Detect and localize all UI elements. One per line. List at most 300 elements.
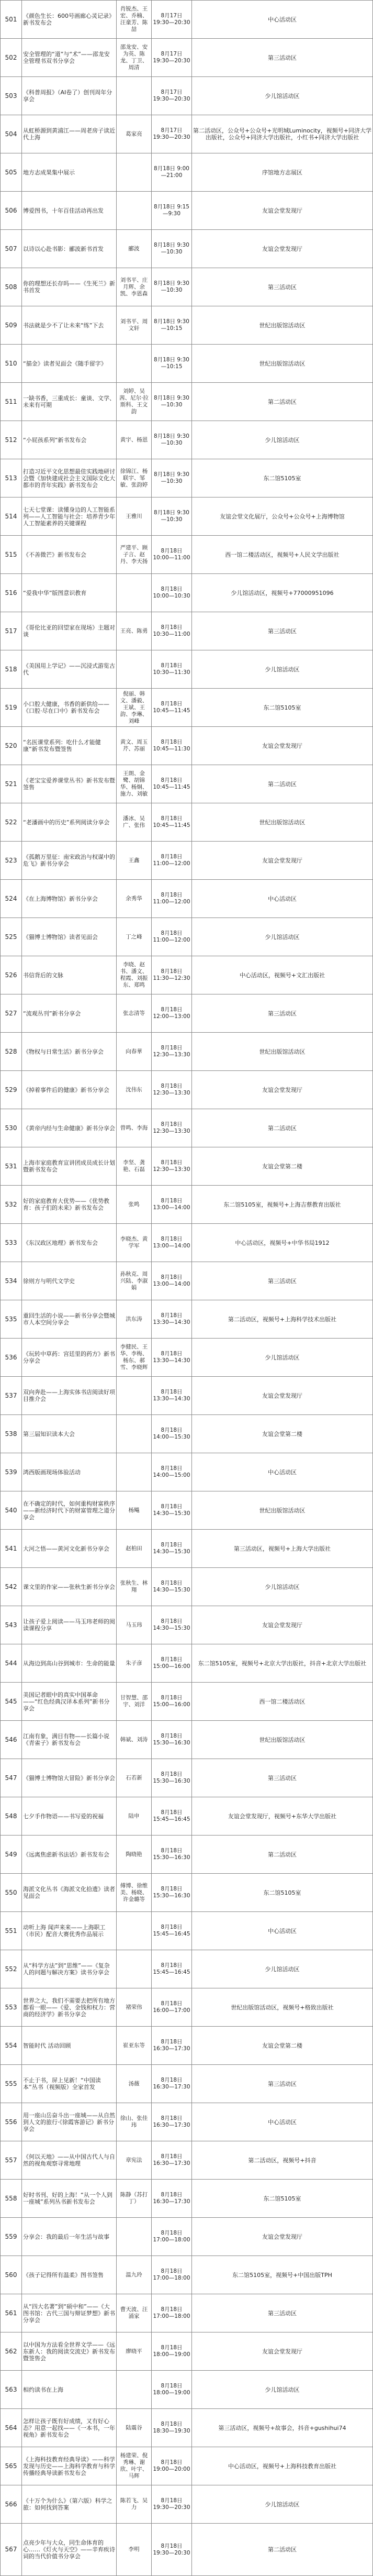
event-speaker: 徐山、张佳玮 — [117, 2103, 152, 2141]
event-speaker: 张鸣 — [117, 1186, 152, 1224]
event-venue: 友谊会堂发现厅，视频号+东华大学出版社 — [192, 1797, 373, 1836]
event-venue: 少儿馆活动区 — [192, 2371, 373, 2409]
event-title: 《猫博士博物馆大冒险》新书分享会 — [22, 1759, 117, 1797]
schedule-row — [1, 1530, 373, 1568]
event-time: 8月18日 9:30—10:15 — [152, 306, 192, 345]
event-venue: 少儿馆活动区 — [192, 650, 373, 689]
event-speaker: 李健民、王华、李梅、杨东、郝雪、李晓辉 — [117, 1339, 152, 1377]
event-time: 8月18日 15:30—16:30 — [152, 1836, 192, 1874]
schedule-row — [1, 421, 373, 459]
schedule-row — [1, 345, 373, 383]
event-number: 555 — [1, 2065, 22, 2103]
schedule-row — [1, 230, 373, 268]
event-speaker: 汤薇 — [117, 2065, 152, 2103]
event-title: 上海市家庭教育宣讲团成员成长计划暨新书发布会 — [22, 1147, 117, 1186]
event-time: 8月18日 19:30—20:30 — [152, 2485, 192, 2524]
event-speaker: 郦波 — [117, 230, 152, 268]
event-venue: 中心活动区，视频号+中华书局1912 — [192, 1224, 373, 1262]
event-venue: 友谊会堂发现厅 — [192, 1606, 373, 1644]
event-speaker — [117, 345, 152, 383]
event-venue: 第二活动区 — [192, 383, 373, 421]
event-title: 相约读书在上海 — [22, 2371, 117, 2409]
event-venue: 序馆地方志展区 — [192, 153, 373, 192]
event-number: 567 — [1, 2524, 22, 2576]
event-venue: 少儿馆活动区 — [192, 1950, 373, 1988]
event-speaker — [117, 2218, 152, 2256]
event-time: 8月18日 9:30—10:30 — [152, 421, 192, 459]
schedule-row — [1, 1071, 373, 1109]
schedule-row — [1, 1950, 373, 1988]
event-number: 501 — [1, 1, 22, 39]
event-title: 第三届知识读本大会 — [22, 1415, 117, 1453]
event-title: 《孩子记得所有温柔》图书签售 — [22, 2256, 117, 2294]
event-venue: 东二馆5105室 — [192, 2180, 373, 2218]
event-time: 8月18日 9:15—9:30 — [152, 192, 192, 230]
schedule-row — [1, 306, 373, 345]
event-title: 地方志成果集中展示 — [22, 153, 117, 192]
event-speaker: 陆震谷 — [117, 2409, 152, 2447]
event-venue: 第三活动区，视频号+上海大学出版社 — [192, 1530, 373, 1568]
event-venue: 少儿馆活动区 — [192, 918, 373, 956]
event-speaker: 刘婷、吴茜、尼尔·拉斯科、王文韵 — [117, 383, 152, 421]
schedule-body — [1, 1, 373, 2576]
event-speaker: 邵龙安、安为英、陈龙、丁卫、周清 — [117, 39, 152, 77]
event-speaker: 向春華 — [117, 1033, 152, 1071]
schedule-row — [1, 1186, 373, 1224]
event-number: 512 — [1, 421, 22, 459]
event-venue: 第二活动区，视频号+抖音 — [192, 2141, 373, 2180]
event-speaker: 李明 — [117, 2524, 152, 2576]
event-speaker: 赵柏田 — [117, 1530, 152, 1568]
event-speaker: 陈若飞、吴力 — [117, 2485, 152, 2524]
event-time: 8月18日 14:00—15:00 — [152, 1453, 192, 1491]
event-title: 《物权与日常生活》新书分享会 — [22, 1033, 117, 1071]
event-time: 8月18日 12:30—13:30 — [152, 1109, 192, 1147]
event-number: 529 — [1, 1071, 22, 1109]
event-speaker: 李晓、赵书、潘文、程霞、刘振东、郑鸣 — [117, 956, 152, 994]
event-title: 动听上海 闻声来来——上海职工（市民）配音大赛优秀作品展示 — [22, 1912, 117, 1950]
schedule-row — [1, 1568, 373, 1606]
event-time: 8月18日 13:00—14:00 — [152, 1186, 192, 1224]
schedule-row — [1, 2485, 373, 2524]
event-number: 566 — [1, 2485, 22, 2524]
event-venue: 东二馆5105室，视频号+北京大学出版社，抖音+北京大学出版社 — [192, 1644, 373, 1683]
schedule-row — [1, 268, 373, 306]
event-number: 527 — [1, 994, 22, 1033]
event-number: 560 — [1, 2256, 22, 2294]
event-title: 七夕手作物语——书写爱的祝福 — [22, 1797, 117, 1836]
event-speaker: 王鑫 — [117, 842, 152, 880]
event-title: 海派文化丛书《海派文化拾遗》读者见面会 — [22, 1874, 117, 1912]
event-time: 8月18日 15:30—16:30 — [152, 1874, 192, 1912]
event-venue: 东二馆5105室，视频号+上海吉蔡教育出版社 — [192, 1186, 373, 1224]
schedule-row — [1, 1415, 373, 1453]
event-time: 8月18日 15:30—16:30 — [152, 1759, 192, 1797]
schedule-row — [1, 689, 373, 727]
event-venue: 第二活动区 — [192, 1836, 373, 1874]
event-speaker — [117, 1912, 152, 1950]
event-title: “描金》读者见面会《随手留字》 — [22, 345, 117, 383]
schedule-row — [1, 1491, 373, 1530]
event-title: 《孤鹅万里征：南宋政治与权谋中的危飞》新书分享会 — [22, 842, 117, 880]
event-speaker — [117, 1415, 152, 1453]
event-speaker: 傅博、徐维美、杨晓、许金璐等 — [117, 1874, 152, 1912]
event-speaker: 杨飚 — [117, 1491, 152, 1530]
event-venue: 第二活动区 — [192, 1109, 373, 1147]
event-venue: 中心活动区 — [192, 1, 373, 39]
schedule-row — [1, 1759, 373, 1797]
event-venue: 第三活动区 — [192, 612, 373, 650]
event-speaker: 陈静（苏打丁） — [117, 2180, 152, 2218]
event-time: 8月18日 18:00—19:00 — [152, 2371, 192, 2409]
event-title: 七天七堂课：读懂身边的人工智能系列——人工智能与社会：培养青少年人工智能素养的关键课程 — [22, 497, 117, 536]
event-time: 8月18日 10:45—11:45 — [152, 765, 192, 803]
event-venue: 第二活动区 — [192, 765, 373, 803]
event-number: 535 — [1, 1300, 22, 1339]
event-time: 8月18日 16:30—17:30 — [152, 2141, 192, 2180]
event-time: 8月18日 12:30—13:30 — [152, 1033, 192, 1071]
event-number: 544 — [1, 1644, 22, 1683]
event-number: 519 — [1, 689, 22, 727]
event-title: 一缺书香，三重成长：童谈、文学、未来有可期 — [22, 383, 117, 421]
event-venue: 世纪出版馆活动区 — [192, 1721, 373, 1759]
schedule-row — [1, 1683, 373, 1721]
event-speaker: 倪丽、韩文、潘毅、王斌、王韵、李琳、刘峰 — [117, 689, 152, 727]
event-speaker: 甘智慧、邵宇、刘洋 — [117, 1683, 152, 1721]
event-number: 552 — [1, 1950, 22, 1988]
event-venue: 第二活动区，公众号+公众号+光明城Luminocity，视频号+同济大学出版社，公众号+同济大学出版社，小红书+同济大学出版社 — [192, 115, 373, 153]
event-time: 8月18日 15:00—16:00 — [152, 1683, 192, 1721]
event-number: 550 — [1, 1874, 22, 1912]
event-venue: 少儿馆活动区 — [192, 2485, 373, 2524]
event-venue: 友谊会堂发现厅 — [192, 2332, 373, 2371]
event-title: 徐则方与明代文学史 — [22, 1262, 117, 1300]
event-time: 8月18日 17:00—18:00 — [152, 2294, 192, 2332]
event-speaker: 黄文、周玉芹、苏丽 — [117, 727, 152, 765]
schedule-row — [1, 2409, 373, 2447]
event-number: 524 — [1, 880, 22, 918]
event-time: 8月18日 9:00—21:00 — [152, 153, 192, 192]
event-time: 8月18日 10:45—11:45 — [152, 689, 192, 727]
event-venue: 中心活动区 — [192, 2103, 373, 2141]
schedule-row — [1, 383, 373, 421]
event-speaker: 杨建荣、倪秀琳、谢欣、叶宇、马辉 — [117, 2447, 152, 2485]
event-title: 《不善微芒》新书发布会 — [22, 536, 117, 574]
event-number: 502 — [1, 39, 22, 77]
event-time: 8月18日 16:00—17:00 — [152, 1988, 192, 2027]
event-time: 8月18日 18:30—19:30 — [152, 2409, 192, 2447]
event-time: 8月18日 11:00—12:00 — [152, 842, 192, 880]
schedule-row — [1, 2103, 373, 2141]
event-number: 514 — [1, 497, 22, 536]
event-title: 课文里的作家——张秋生新书分享会 — [22, 1568, 117, 1606]
event-time: 8月18日 12:00—13:00 — [152, 994, 192, 1033]
event-time: 8月18日 13:30—14:30 — [152, 1339, 192, 1377]
event-title: 让孩子爱上阅读——马玉玮老师的阅读课程分享 — [22, 1606, 117, 1644]
event-number: 536 — [1, 1339, 22, 1377]
event-number: 539 — [1, 1453, 22, 1491]
schedule-row — [1, 1721, 373, 1759]
event-time: 8月18日 10:00—11:00 — [152, 536, 192, 574]
event-time: 8月17日 19:30—20:30 — [152, 115, 192, 153]
event-number: 522 — [1, 803, 22, 842]
event-speaker: 徐锦江、杨联宇、邹敏、张韵婷 — [117, 459, 152, 497]
event-title: 好时书刊、好的上海！“从一个人到一座城”系列丛书新书发布会 — [22, 2180, 117, 2218]
event-time: 8月18日 13:30—14:30 — [152, 1300, 192, 1339]
event-time: 8月18日 14:30—15:30 — [152, 1606, 192, 1644]
schedule-row — [1, 2218, 373, 2256]
event-time: 8月18日 10:45—11:30 — [152, 727, 192, 765]
event-time: 8月18日 19:30—20:30 — [152, 2524, 192, 2576]
event-title: 《玩转中草药：宫廷里的药方》新书分享会 — [22, 1339, 117, 1377]
schedule-row — [1, 727, 373, 765]
event-number: 543 — [1, 1606, 22, 1644]
event-title: “名医课堂系列：吃什么才能健康”新书发布暨签售 — [22, 727, 117, 765]
event-title: 双向奔赴——上海实体书店阅读好项目推介会 — [22, 1377, 117, 1415]
event-title: 以诗以心赴书影：郦波新书首发 — [22, 230, 117, 268]
event-speaker: 刘书平、庄月辉、余凯、李恩森 — [117, 268, 152, 306]
event-number: 531 — [1, 1147, 22, 1186]
event-speaker: 沈伟东 — [117, 1071, 152, 1109]
event-venue: 第三活动区 — [192, 1262, 373, 1300]
event-venue: 第三活动区，视频号+故事会，抖音+gushihui74 — [192, 2409, 373, 2447]
event-venue: 中心活动区，视频号+文汇出版社 — [192, 956, 373, 994]
event-title: 安全管理的“道”与“术”——邵龙安全管理书双书分享会 — [22, 39, 117, 77]
event-number: 511 — [1, 383, 22, 421]
schedule-row — [1, 1836, 373, 1874]
schedule-row — [1, 2294, 373, 2332]
event-number: 561 — [1, 2294, 22, 2332]
event-number: 534 — [1, 1262, 22, 1300]
event-speaker: 孙秋克、周兴陆、李淑娟 — [117, 1262, 152, 1300]
event-venue: 第三活动区 — [192, 2065, 373, 2103]
event-speaker: 曾鸣、李海 — [117, 1109, 152, 1147]
schedule-row — [1, 459, 373, 497]
event-speaker — [117, 2371, 152, 2409]
event-venue: 第二活动区 — [192, 2524, 373, 2576]
event-time: 8月18日 11:30—12:30 — [152, 956, 192, 994]
event-venue: 友谊会堂第二楼 — [192, 2027, 373, 2065]
event-title: 美国记者眼中的真实中国革命——“红色经典汉译本系列”新书分享会 — [22, 1683, 117, 1721]
event-time: 8月18日 11:00—12:00 — [152, 918, 192, 956]
schedule-row — [1, 2524, 373, 2576]
event-speaker — [117, 153, 152, 192]
schedule-row — [1, 2371, 373, 2409]
event-speaker: 刘书平、周文轩 — [117, 306, 152, 345]
event-venue: 少儿馆活动区 — [192, 77, 373, 115]
event-title: 不止于书，屏上见新！“中国读本”丛书（视频版）全家首发 — [22, 2065, 117, 2103]
event-title: 《十万个为什么》（第六版）科学之旅：如何找到答案 — [22, 2485, 117, 2524]
event-venue: 第三活动区 — [192, 1759, 373, 1797]
event-title: 江南有象，满目有物——长篇小说《青雀子》新书发布会 — [22, 1721, 117, 1759]
event-title: 从虹桥源到黄浦江——周老房子读近代上海 — [22, 115, 117, 153]
event-venue: 世纪出版馆活动区 — [192, 1033, 373, 1071]
event-venue: 世纪出版馆活动区 — [192, 803, 373, 842]
event-time: 8月18日 10:45—11:45 — [152, 803, 192, 842]
schedule-row — [1, 536, 373, 574]
event-title: 书法就是少不了让未来“练”下去 — [22, 306, 117, 345]
event-number: 509 — [1, 306, 22, 345]
schedule-row — [1, 192, 373, 230]
event-number: 553 — [1, 1988, 22, 2027]
event-speaker: 章宪法 — [117, 2141, 152, 2180]
event-speaker: 崔亚东等 — [117, 2027, 152, 2065]
event-speaker: 陆申 — [117, 1797, 152, 1836]
event-title: 分享会：我的最后一年生活与故事 — [22, 2218, 117, 2256]
event-speaker: 张志清等 — [117, 994, 152, 1033]
event-number: 542 — [1, 1568, 22, 1606]
event-title: 《哥伦比亚的回望家在现场》主题对谈 — [22, 612, 117, 650]
event-time: 8月18日 14:00—15:30 — [152, 1415, 192, 1453]
event-speaker: 韩斌、刘涛 — [117, 1721, 152, 1759]
event-time: 8月18日 10:00—10:30 — [152, 574, 192, 612]
event-time: 8月18日 13:00—14:00 — [152, 1262, 192, 1300]
event-venue: 友谊会堂第二楼 — [192, 1415, 373, 1453]
event-speaker: 李晓杰、黄学军 — [117, 1224, 152, 1262]
event-number: 538 — [1, 1415, 22, 1453]
schedule-row — [1, 1912, 373, 1950]
schedule-row — [1, 1606, 373, 1644]
schedule-row — [1, 956, 373, 994]
event-speaker: 王亮、陈勇 — [117, 612, 152, 650]
event-speaker: 曹天波、汪涌家 — [117, 2294, 152, 2332]
event-time: 8月18日 16:30—17:30 — [152, 2180, 192, 2218]
event-number: 520 — [1, 727, 22, 765]
event-number: 513 — [1, 459, 22, 497]
event-speaker: 严建平、顾子言、赵丹、李天扬 — [117, 536, 152, 574]
event-number: 510 — [1, 345, 22, 383]
event-venue: 西一馆二楼活动区，视频号+人民文学出版社 — [192, 536, 373, 574]
event-title: 《科普周报》（AI卷了）创刊周年分享会 — [22, 77, 117, 115]
event-title: 以中国为方法看全世界文学——《远东新人：我的阅读交流史》新书发布暨签售会 — [22, 2332, 117, 2371]
event-speaker: 陶晓艳 — [117, 1836, 152, 1874]
event-number: 559 — [1, 2218, 22, 2256]
event-speaker: 肖锐杰、王宏、乔楠、汪童芳、陈喆 — [117, 1, 152, 39]
event-venue: 中心活动区，视频号+上海科技教育出版社 — [192, 2447, 373, 2485]
event-venue: 少儿馆活动区 — [192, 1568, 373, 1606]
event-time: 8月17日 19:30—20:30 — [152, 39, 192, 77]
event-title: 《东汉政区地理》新书发布会 — [22, 1224, 117, 1262]
event-title: 智能时代 活动回顾 — [22, 2027, 117, 2065]
schedule-row — [1, 1109, 373, 1147]
schedule-row — [1, 1300, 373, 1339]
event-venue: 友谊会堂发现厅 — [192, 1377, 373, 1415]
schedule-row — [1, 1377, 373, 1415]
event-time: 8月17日 19:30—20:30 — [152, 77, 192, 115]
schedule-row — [1, 1224, 373, 1262]
event-speaker — [117, 192, 152, 230]
schedule-row — [1, 1988, 373, 2027]
event-number: 508 — [1, 268, 22, 306]
event-speaker: 丁之峰 — [117, 918, 152, 956]
event-time: 8月18日 10:30—11:00 — [152, 612, 192, 650]
event-venue: 少儿馆活动区 — [192, 421, 373, 459]
event-speaker: 洪东涛 — [117, 1300, 152, 1339]
event-venue: 中心活动区 — [192, 1453, 373, 1491]
event-number: 518 — [1, 650, 22, 689]
event-venue: 少儿馆活动区 — [192, 1339, 373, 1377]
event-number: 558 — [1, 2180, 22, 2218]
schedule-row — [1, 1644, 373, 1683]
event-time: 8月18日 14:30—15:30 — [152, 1568, 192, 1606]
event-title: 从“科学方法”到“思维”——《复杂人的问题与解决方案》读书分享会 — [22, 1950, 117, 1988]
event-time: 8月18日 9:30—10:30 — [152, 230, 192, 268]
event-title: 《上海科技教育经典导读》——科学发现与历史——上海科学教育与科学传播经典导读新书发布会 — [22, 2447, 117, 2485]
event-venue: 中心活动区 — [192, 1912, 373, 1950]
event-number: 523 — [1, 842, 22, 880]
event-title: 《何以天地》——从中国古代人与自然的视角观察寻常地理 — [22, 2141, 117, 2180]
event-time: 8月18日 18:00—19:00 — [152, 2332, 192, 2371]
event-venue: 友谊会堂发现厅 — [192, 1071, 373, 1109]
event-speaker: 褚荣伟 — [117, 1988, 152, 2027]
event-speaker — [117, 574, 152, 612]
event-number: 541 — [1, 1530, 22, 1568]
event-speaker: 石若新 — [117, 1759, 152, 1797]
event-time: 8月18日 9:30—10:30 — [152, 383, 192, 421]
event-time: 8月18日 16:30—17:30 — [152, 2103, 192, 2141]
event-number: 521 — [1, 765, 22, 803]
schedule-row — [1, 765, 373, 803]
event-title: 小口腔大健康，书香的新供给——《口腔·尽在口中》新书发布会 — [22, 689, 117, 727]
event-title: 《颜色生长：600号画廊心灵记录》新书发布会 — [22, 1, 117, 39]
schedule-row — [1, 2141, 373, 2180]
event-title: 大河之悟——黄河文化新书分享会 — [22, 1530, 117, 1568]
event-speaker: 王雅川 — [117, 497, 152, 536]
event-speaker — [117, 1950, 152, 1988]
event-title: 书信背后的文脉 — [22, 956, 117, 994]
schedule-row — [1, 2256, 373, 2294]
event-time: 8月18日 15:30—16:30 — [152, 1721, 192, 1759]
event-number: 548 — [1, 1797, 22, 1836]
schedule-row — [1, 2180, 373, 2218]
event-time: 8月18日 15:45—16:45 — [152, 1950, 192, 1988]
schedule-row — [1, 803, 373, 842]
event-venue: 世纪出版馆活动区，视频号+格致出版社 — [192, 1988, 373, 2027]
event-time: 8月18日 9:30—10:15 — [152, 345, 192, 383]
event-speaker: 葛家亮 — [117, 115, 152, 153]
schedule-row — [1, 153, 373, 192]
schedule-row — [1, 1262, 373, 1300]
event-venue: 世纪出版馆活动区 — [192, 1491, 373, 1530]
event-title: 点亮少年与大众，同生命体育的心……《灯火与天空》——辛弃疾诗词的当代价值书分享会 — [22, 2524, 117, 2576]
event-number: 565 — [1, 2447, 22, 2485]
event-number: 540 — [1, 1491, 22, 1530]
event-number: 516 — [1, 574, 22, 612]
event-speaker: 王朗、金鹭、胡锦华、杨炯、施力、刘敏 — [117, 765, 152, 803]
event-venue: 少儿馆活动区，视频号+77000951096 — [192, 574, 373, 612]
event-title: 《远离焦虑新书法话》新书发布会 — [22, 1836, 117, 1874]
event-number: 537 — [1, 1377, 22, 1415]
event-venue: 第三活动区 — [192, 268, 373, 306]
event-title: 鸿西版画现场体验活动 — [22, 1453, 117, 1491]
event-speaker: 余秀华 — [117, 880, 152, 918]
event-time: 8月18日 12:30—13:30 — [152, 1071, 192, 1109]
event-title: 从海边到高山谷到城市：生命的能量 — [22, 1644, 117, 1683]
schedule-row — [1, 1874, 373, 1912]
schedule-row — [1, 880, 373, 918]
event-number: 517 — [1, 612, 22, 650]
schedule-row — [1, 77, 373, 115]
event-number: 528 — [1, 1033, 22, 1071]
event-number: 547 — [1, 1759, 22, 1797]
event-venue: 第三活动区 — [192, 994, 373, 1033]
schedule-row — [1, 1033, 373, 1071]
event-speaker: 黄宇、杨恩 — [117, 421, 152, 459]
schedule-row — [1, 574, 373, 612]
event-title: “流观丛刊”新书分享会 — [22, 994, 117, 1033]
event-venue: 东二馆5105室 — [192, 1874, 373, 1912]
event-venue: 友谊会堂第二楼 — [192, 1147, 373, 1186]
